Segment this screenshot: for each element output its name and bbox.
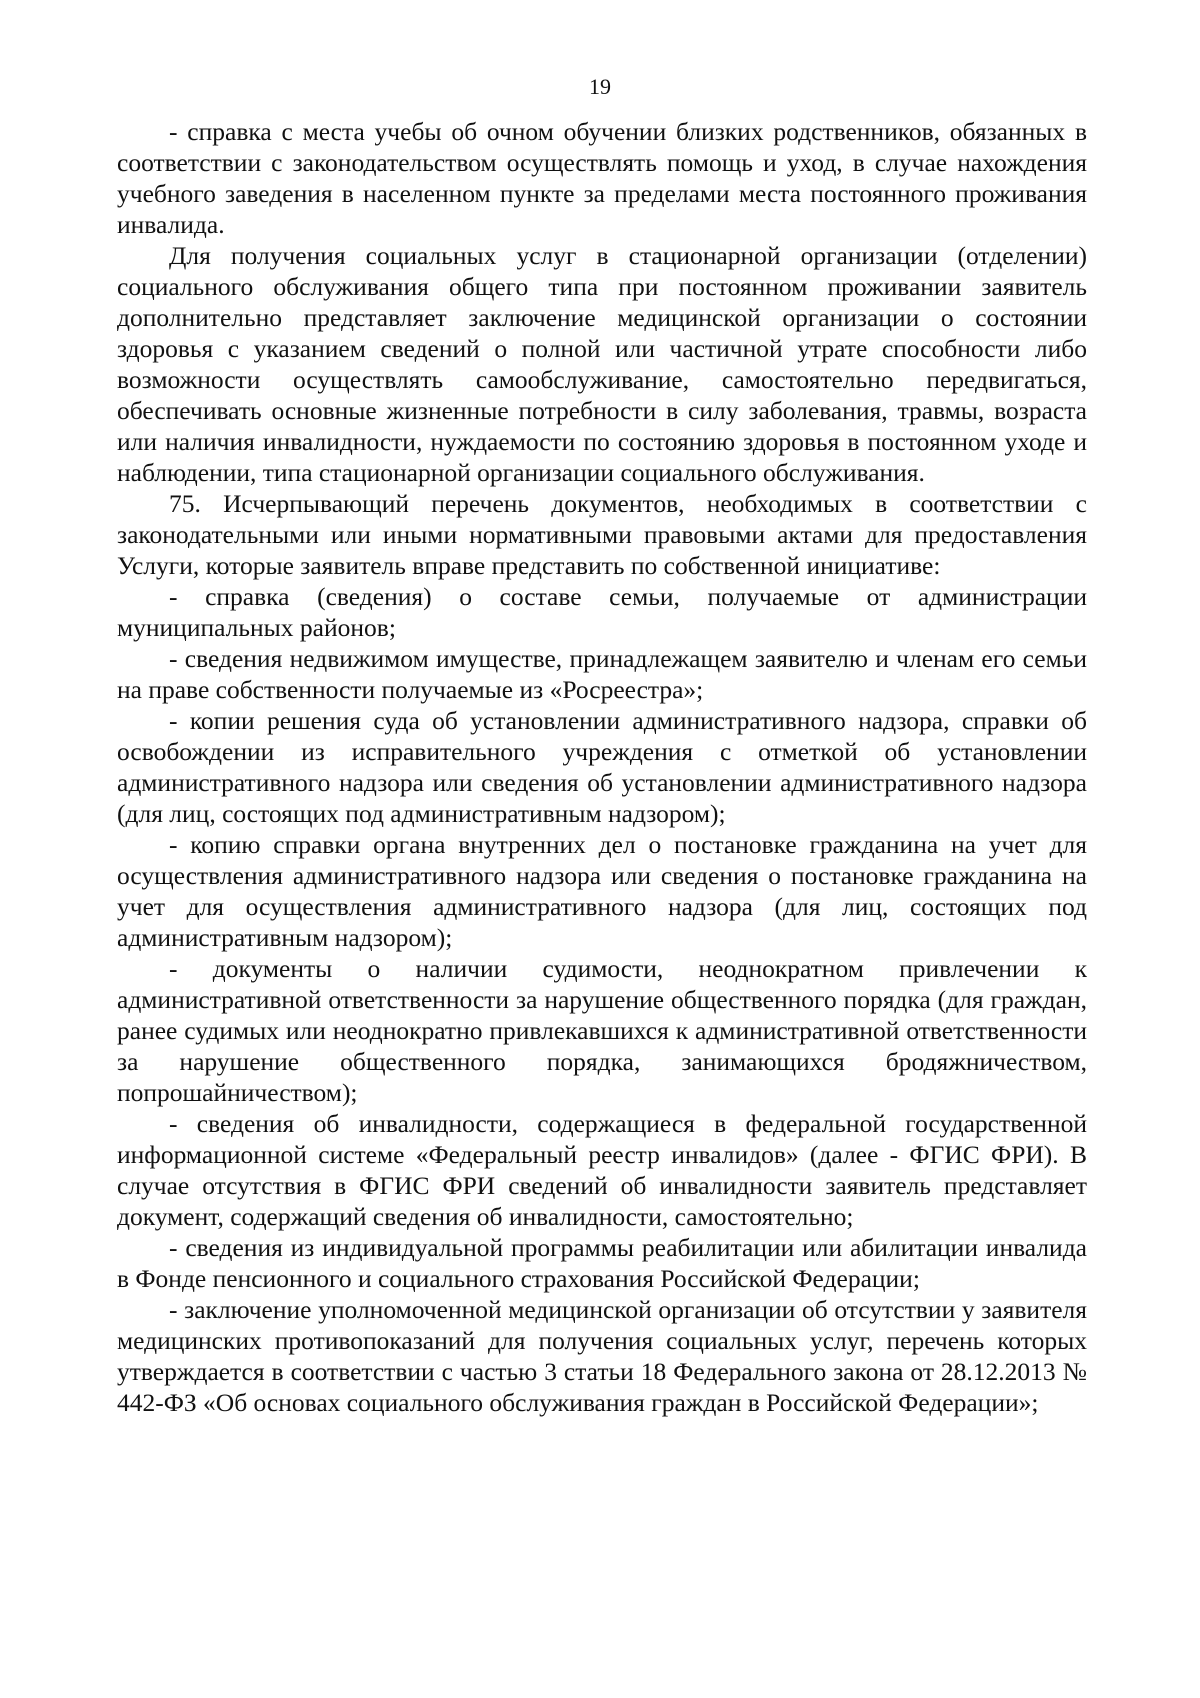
paragraph-3: 75. Исчерпывающий перечень документов, необходимых в соответствии с законодательными или иными нормативными правовыми актами для предоставления Услуги, которые заявитель вправе представить по собственной инициативе:: [117, 489, 1087, 580]
paragraph-7: - копию справки органа внутренних дел о постановке гражданина на учет для осуществления административного надзора или сведения о постановке гражданина на учет для осуществления административного надзора (для лиц, состоящих под административным надзором);: [117, 830, 1087, 952]
paragraph-4: - справка (сведения) о составе семьи, получаемые от администрации муниципальных районов;: [117, 582, 1087, 642]
paragraph-1: - справка с места учебы об очном обучении близких родственников, обязанных в соответствии с законодательством осуществлять помощь и уход, в случае нахождения учебного заведения в населенном пункте за пределами места постоянного проживания инвалида.: [117, 117, 1087, 239]
paragraph-11: - заключение уполномоченной медицинской организации об отсутствии у заявителя медицинских противопоказаний для получения социальных услуг, перечень которых утверждается в соответствии с частью 3 статьи 18 Федерального закона от 28.12.2013 № 442-ФЗ «Об основах социального обслуживания граждан в Российской Федерации»;: [117, 1295, 1087, 1417]
paragraph-8: - документы о наличии судимости, неоднократном привлечении к административной ответственности за нарушение общественного порядка (для граждан, ранее судимых или неоднократно привлекавшихся к административной ответственности за нарушение общественного порядка, занимающихся бродяжничеством, попрошайничеством);: [117, 954, 1087, 1107]
page-number: 19: [589, 74, 611, 99]
paragraph-6: - копии решения суда об установлении административного надзора, справки об освобождении из исправительного учреждения с отметкой об установлении административного надзора или сведения об установлении административного надзора (для лиц, состоящих под административным надзором);: [117, 706, 1087, 828]
document-body: [117, 116, 1087, 1418]
paragraph-2: Для получения социальных услуг в стационарной организации (отделении) социального обслуживания общего типа при постоянном проживании заявитель дополнительно представляет заключение медицинской организации о состоянии здоровья с указанием сведений о полной или частичной утрате способности либо возможности осуществлять самообслуживание, самостоятельно передвигаться, обеспечивать основные жизненные потребности в силу заболевания, травмы, возраста или наличия инвалидности, нуждаемости по состоянию здоровья в постоянном уходе и наблюдении, типа стационарной организации социального обслуживания.: [117, 241, 1087, 487]
paragraph-9: - сведения об инвалидности, содержащиеся в федеральной государственной информационной системе «Федеральный реестр инвалидов» (далее - ФГИС ФРИ). В случае отсутствия в ФГИС ФРИ сведений об инвалидности заявитель представляет документ, содержащий сведения об инвалидности, самостоятельно;: [117, 1109, 1087, 1231]
paragraph-10: - сведения из индивидуальной программы реабилитации или абилитации инвалида в Фонде пенсионного и социального страхования Российской Федерации;: [117, 1233, 1087, 1293]
paragraph-5: - сведения недвижимом имуществе, принадлежащем заявителю и членам его семьи на праве собственности получаемые из «Росреестра»;: [117, 644, 1087, 704]
